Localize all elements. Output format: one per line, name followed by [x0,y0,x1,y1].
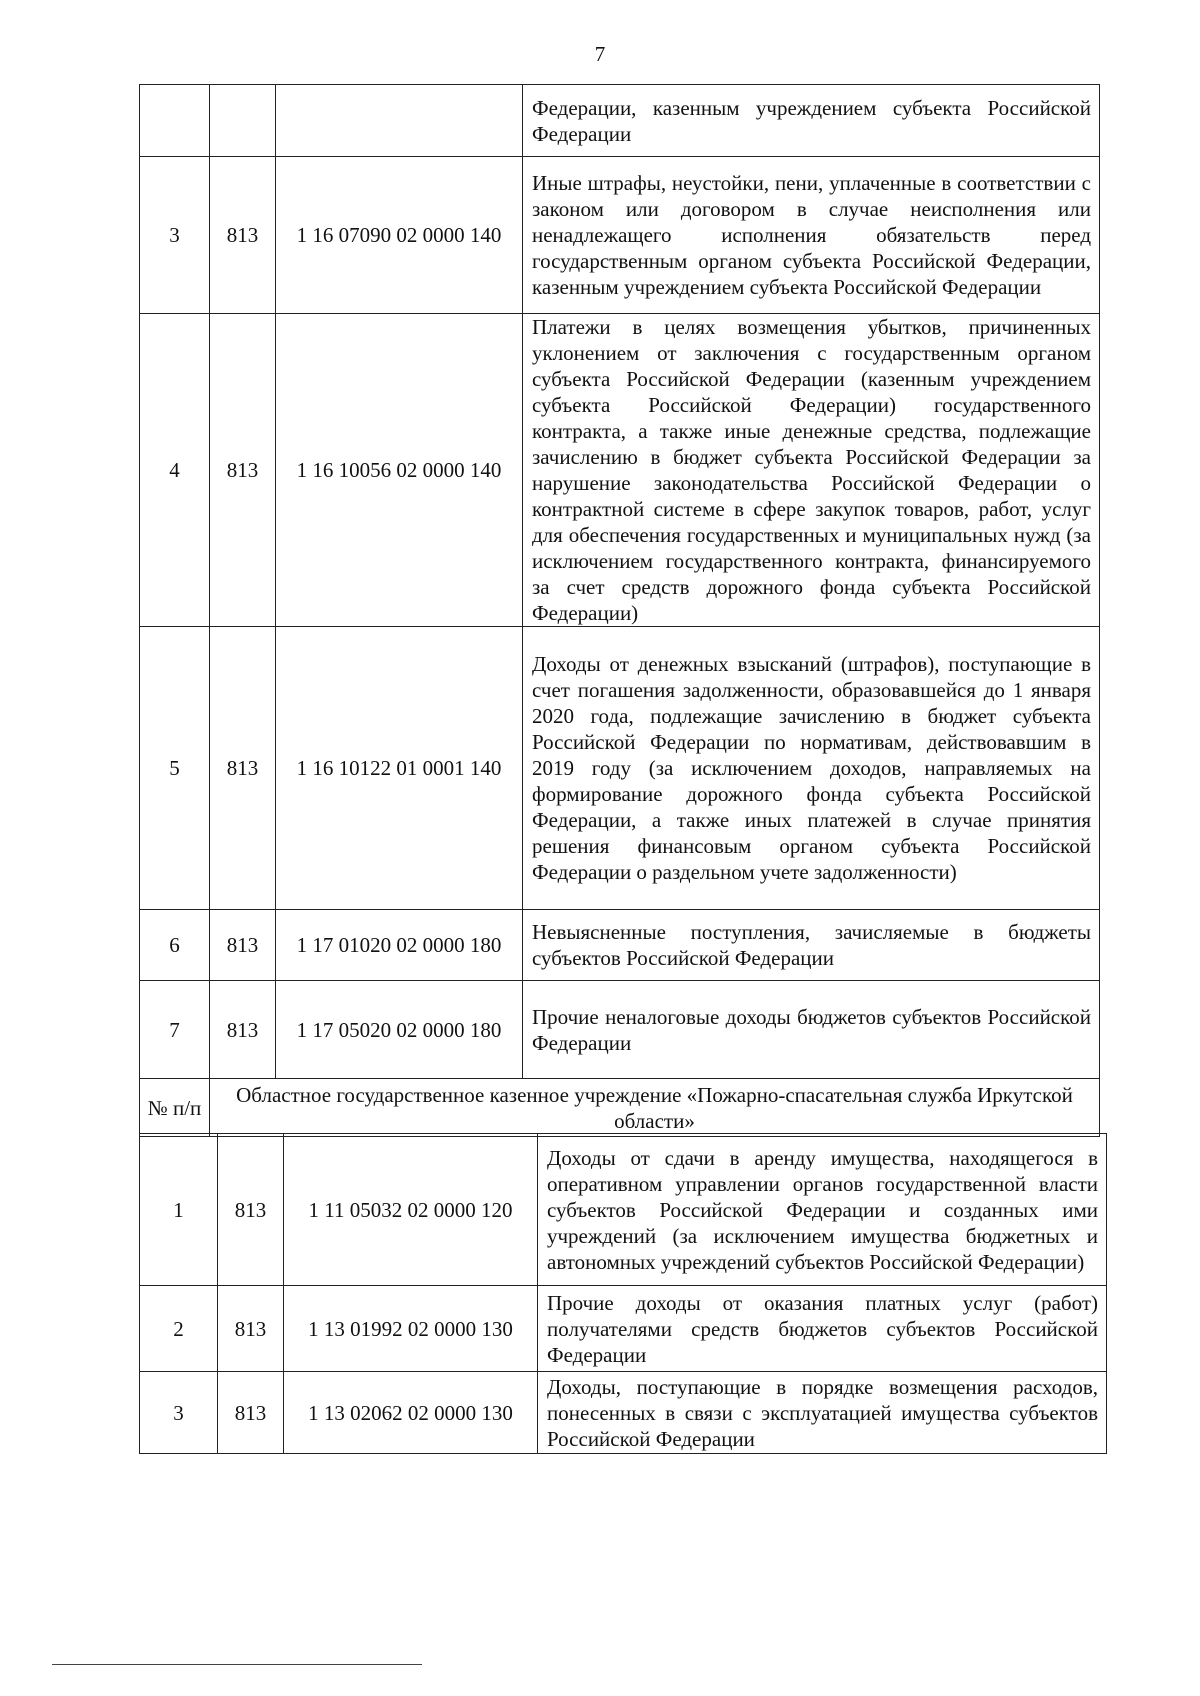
row-number: 4 [140,314,210,627]
admin-code: 813 [210,910,276,981]
budget-code: 1 17 01020 02 0000 180 [276,910,523,981]
budget-code: 1 13 01992 02 0000 130 [284,1286,538,1372]
admin-code: 813 [218,1134,284,1286]
row-number: 5 [140,627,210,910]
admin-code: 813 [210,627,276,910]
admin-code: 813 [218,1372,284,1454]
table-row [140,157,1100,314]
description: Невыясненные поступления, зачисляемые в бюджеты субъектов Российской Федерации [523,910,1100,981]
budget-code: 1 13 02062 02 0000 130 [284,1372,538,1454]
section-header-row [140,1079,1100,1137]
row-number: 3 [140,157,210,314]
row-number: 2 [140,1286,218,1372]
budget-code: 1 16 10056 02 0000 140 [276,314,523,627]
description: Прочие неналоговые доходы бюджетов субъектов Российской Федерации [523,981,1100,1079]
budget-code: 1 11 05032 02 0000 120 [284,1134,538,1286]
revenue-codes-table-bottom [139,1133,1107,1454]
budget-code: 1 16 07090 02 0000 140 [276,157,523,314]
page-number: 7 [594,42,606,66]
description: Федерации, казенным учреждением субъекта Российской Федерации [523,85,1100,157]
table-row [140,981,1100,1079]
table-row [140,1372,1107,1454]
description: Доходы от сдачи в аренду имущества, находящегося в оперативном управлении органов государственной власти субъектов Российской Федерации и созданных ими учреждений (за исключением имущества бюджетных и автономных учреждений субъектов Российской Федерации) [538,1134,1107,1286]
admin-code: 813 [218,1286,284,1372]
section-title: Областное государственное казенное учреждение «Пожарно-спасательная служба Иркутской области» [210,1079,1100,1137]
table-row [140,1286,1107,1372]
admin-code [210,85,276,157]
table-row [140,1134,1107,1286]
table-row [140,910,1100,981]
description: Доходы от денежных взысканий (штрафов), поступающие в счет погашения задолженности, образовавшейся до 1 января 2020 года, подлежащие зачислению в бюджет субъекта Российской Федерации по нормативам, действовавшим в 2019 году (за исключением доходов, направляемых на формирование дорожного фонда субъекта Российской Федерации, а также иных платежей в случае принятия решения финансовым органом субъекта Российской Федерации о раздельном учете задолженности) [523,627,1100,910]
table-row [140,627,1100,910]
budget-code: 1 16 10122 01 0001 140 [276,627,523,910]
description: Платежи в целях возмещения убытков, причиненных уклонением от заключения с государственным органом субъекта Российской Федерации (казенным учреждением субъекта Российской Федерации) государственного контракта, а также иные денежные средства, подлежащие зачислению в бюджет субъекта Российской Федерации за нарушение законодательства Российской Федерации о контрактной системе в сфере закупок товаров, работ, услуг для обеспечения государственных и муниципальных нужд (за исключением государственного контракта, финансируемого за счет средств дорожного фонда субъекта Российской Федерации) [523,314,1100,627]
table-row [140,314,1100,627]
admin-code: 813 [210,157,276,314]
row-number: 1 [140,1134,218,1286]
admin-code: 813 [210,981,276,1079]
description: Иные штрафы, неустойки, пени, уплаченные в соответствии с законом или договором в случае неисполнения или ненадлежащего исполнения обязательств перед государственным органом субъекта Российской Федерации, казенным учреждением субъекта Российской Федерации [523,157,1100,314]
budget-code: 1 17 05020 02 0000 180 [276,981,523,1079]
table-row [140,85,1100,157]
revenue-codes-table-top [139,84,1100,1137]
admin-code: 813 [210,314,276,627]
footnote-separator [52,1664,422,1665]
row-number [140,85,210,157]
description: Прочие доходы от оказания платных услуг (работ) получателями средств бюджетов субъектов Российской Федерации [538,1286,1107,1372]
row-number: 7 [140,981,210,1079]
budget-code [276,85,523,157]
row-number: 6 [140,910,210,981]
row-number: 3 [140,1372,218,1454]
description: Доходы, поступающие в порядке возмещения расходов, понесенных в связи с эксплуатацией имущества субъектов Российской Федерации [538,1372,1107,1454]
section-number-label: № п/п [140,1079,210,1137]
